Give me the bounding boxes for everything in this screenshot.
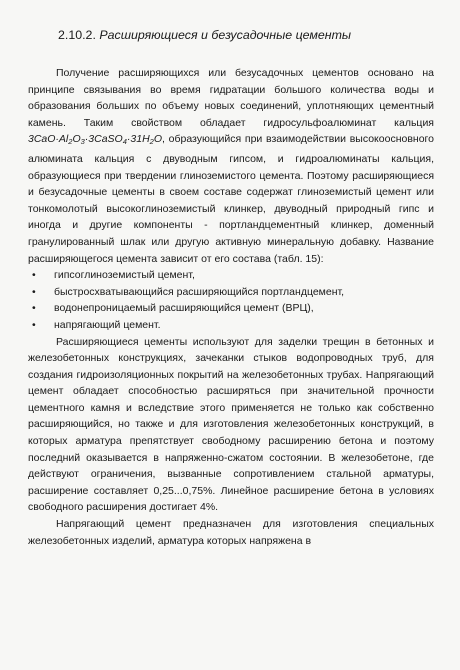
paragraph-stressing-cement: Напрягающий цемент предназначен для изготовления специальных железобетонных изделий, арматура которых напряжена в [28, 518, 434, 547]
formula-part: ·31H [126, 133, 150, 146]
formula-subscript: 2 [68, 137, 73, 147]
formula-subscript: 2 [149, 137, 154, 147]
list-item [28, 267, 434, 284]
section-heading [58, 27, 434, 43]
bullet-icon: • [32, 318, 36, 331]
list-item-text: напрягающий цемент. [54, 318, 161, 331]
formula-part: ·3CaSO [84, 133, 123, 146]
paragraph-intro-text-1: Получение расширяющихся или безусадочных цементов основано на принципе связывания во время гидратации большого количества воды и образования больших по объему новых соединений, уплотняющих цементный камень. Таким свойством обладает гидросульфоалюминат кальция [28, 67, 434, 129]
bullet-icon: • [32, 302, 36, 315]
list-item-text: гипсоглиноземистый цемент, [54, 269, 195, 282]
formula-part: O [72, 133, 81, 146]
formula-part: 3CaO·Al [28, 133, 69, 146]
list-item-text: быстросхватывающийся расширяющийся портландцемент, [54, 285, 345, 298]
paragraph-intro [28, 65, 434, 267]
list-item [28, 300, 434, 317]
formula-subscript: 3 [80, 137, 85, 147]
formula-part: O [153, 133, 162, 146]
paragraph-intro-text-2: , образующийся при взаимодействии высокоосновного алюмината кальция с двуводным гипсом, и гидроалюминаты кальция, образующиеся при твердении глиноземистого цемента. Поэтому расширяющиеся и безусадочные цементы в своем составе содержат глиноземистый цемент или тонкомолотый высокоглиноземистый клинкер, двуводный природный гипс и иногда и другие компоненты - портландцементный клинкер, доменный гранулированный шлак или другую активную минеральную добавку. Название расширяющегося цемента зависит от его состава (табл. 15): [28, 133, 434, 265]
cement-types-list [28, 267, 434, 333]
bullet-icon: • [32, 269, 36, 282]
formula-subscript: 4 [122, 137, 127, 147]
document-body [28, 65, 434, 549]
list-item-text: водонепроницаемый расширяющийся цемент (ВРЦ), [54, 302, 314, 315]
bullet-icon: • [32, 285, 36, 298]
paragraph-usage: Расширяющиеся цементы используют для заделки трещин в бетонных и железобетонных конструкциях, зачеканки стыков водопроводных труб, для создания гидроизоляционных покрытий на железобетонных трубах. Напрягающий цемент обладает способностью расширяться при значительной прочности цементного камня и вследствие этого применяется не только как собственно расширяющийся, но также и для изготовления железобетонных конструкций, в которых арматура препятствует свободному расширению бетона и поэтому последний оказывается в напряженно-сжатом состоянии. В железобетоне, где действуют ограничения, вызванные сопротивлением стальной арматуры, расширение составляет 0,25...0,75%. Линейное расширение бетона в условиях свободного расширения достигает 4%. [28, 335, 434, 514]
list-item [28, 317, 434, 334]
list-item [28, 284, 434, 301]
section-number: 2.10.2. [58, 28, 96, 42]
section-title: Расширяющиеся и безусадочные цементы [99, 28, 352, 42]
chemical-formula [28, 133, 162, 145]
